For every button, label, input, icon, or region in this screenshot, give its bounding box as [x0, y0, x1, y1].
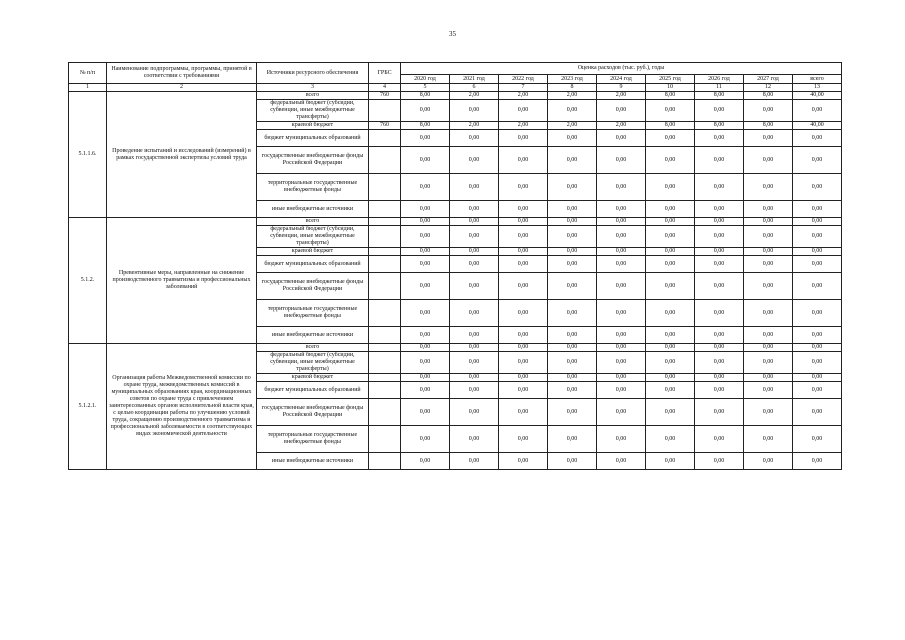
year-value: 0,00: [548, 218, 597, 226]
funding-source: федеральный бюджет (субсидии, субвенции, иные межбюджетные трансферты): [257, 352, 369, 374]
year-value: 0,00: [646, 147, 695, 174]
year-value: 0,00: [450, 256, 499, 273]
year-value: 0,00: [744, 344, 793, 352]
total-value: 40,00: [793, 122, 842, 130]
year-value: 0,00: [646, 218, 695, 226]
year-value: 0,00: [646, 426, 695, 453]
year-value: 0,00: [597, 300, 646, 327]
header-year: 2022 год: [499, 75, 548, 84]
year-value: 0,00: [450, 226, 499, 248]
year-value: 0,00: [401, 382, 450, 399]
year-value: 0,00: [597, 344, 646, 352]
year-value: 0,00: [450, 273, 499, 300]
year-value: 0,00: [401, 426, 450, 453]
column-number: 2: [107, 84, 257, 92]
year-value: 0,00: [646, 174, 695, 201]
year-value: 0,00: [548, 226, 597, 248]
year-value: 0,00: [401, 300, 450, 327]
funding-source: бюджет муниципальных образований: [257, 382, 369, 399]
year-value: 0,00: [450, 130, 499, 147]
year-value: 0,00: [450, 218, 499, 226]
year-value: 0,00: [499, 273, 548, 300]
funding-source: всего: [257, 92, 369, 100]
year-value: 0,00: [450, 300, 499, 327]
item-name: Организация работы Межведомственной комиссии по охране труда, межведомственных комиссий в муниципальных образованиях края, координационных советов по охране труда с привлечением заинтересованных органов исполнительной власти края, с целью координации работы по улучшению условий труда, сокращению производственного травматизма и профессиональной заболеваемости в соответствующих видах экономической деятельности: [107, 344, 257, 470]
year-value: 0,00: [646, 352, 695, 374]
column-number: 11: [695, 84, 744, 92]
year-value: 0,00: [548, 300, 597, 327]
year-value: 0,00: [450, 382, 499, 399]
grbs-code: [369, 344, 401, 352]
year-value: 0,00: [401, 174, 450, 201]
year-value: 0,00: [695, 174, 744, 201]
total-value: 0,00: [793, 174, 842, 201]
year-value: 0,00: [695, 426, 744, 453]
funding-source: иные внебюджетные источники: [257, 453, 369, 470]
header-year: 2023 год: [548, 75, 597, 84]
year-value: 0,00: [597, 399, 646, 426]
year-value: 0,00: [499, 300, 548, 327]
column-number: 6: [450, 84, 499, 92]
grbs-code: [369, 201, 401, 218]
year-value: 0,00: [450, 100, 499, 122]
year-value: 0,00: [499, 248, 548, 256]
grbs-code: [369, 426, 401, 453]
year-value: 0,00: [744, 300, 793, 327]
year-value: 0,00: [597, 352, 646, 374]
total-value: 40,00: [793, 92, 842, 100]
year-value: 0,00: [646, 226, 695, 248]
year-value: 0,00: [597, 453, 646, 470]
year-value: 0,00: [695, 344, 744, 352]
year-value: 0,00: [450, 374, 499, 382]
total-value: 0,00: [793, 100, 842, 122]
year-value: 0,00: [401, 147, 450, 174]
year-value: 0,00: [744, 147, 793, 174]
total-value: 0,00: [793, 201, 842, 218]
year-value: 0,00: [597, 273, 646, 300]
total-value: 0,00: [793, 300, 842, 327]
year-value: 2,00: [450, 122, 499, 130]
year-value: 0,00: [401, 273, 450, 300]
grbs-code: [369, 100, 401, 122]
total-value: 0,00: [793, 352, 842, 374]
year-value: 0,00: [499, 374, 548, 382]
header-year: 2021 год: [450, 75, 499, 84]
year-value: 0,00: [597, 100, 646, 122]
header-col-grbs: ГРБС: [369, 63, 401, 84]
grbs-code: [369, 327, 401, 344]
year-value: 8,00: [695, 122, 744, 130]
year-value: 0,00: [401, 201, 450, 218]
year-value: 0,00: [744, 201, 793, 218]
year-value: 0,00: [450, 399, 499, 426]
year-value: 0,00: [548, 174, 597, 201]
header-col-estimate: Оценка расходов (тыс. руб.), годы: [401, 63, 842, 75]
grbs-code: [369, 399, 401, 426]
year-value: 0,00: [646, 100, 695, 122]
year-value: 0,00: [499, 344, 548, 352]
header-year: 2027 год: [744, 75, 793, 84]
header-year: всего: [793, 75, 842, 84]
year-value: 0,00: [450, 248, 499, 256]
column-number: 13: [793, 84, 842, 92]
column-number: 4: [369, 84, 401, 92]
grbs-code: [369, 130, 401, 147]
year-value: 0,00: [646, 374, 695, 382]
total-value: 0,00: [793, 256, 842, 273]
year-value: 0,00: [450, 344, 499, 352]
funding-source: территориальные государственные внебюджетные фонды: [257, 174, 369, 201]
item-name: Проведение испытаний и исследований (измерений) в рамках государственной экспертизы условий труда: [107, 92, 257, 218]
total-value: 0,00: [793, 382, 842, 399]
grbs-code: [369, 248, 401, 256]
year-value: 0,00: [450, 426, 499, 453]
year-value: 0,00: [499, 453, 548, 470]
year-value: 2,00: [548, 92, 597, 100]
item-name: Превентивные меры, направленные на снижение производственного травматизма и профессиональных заболеваний: [107, 218, 257, 344]
year-value: 0,00: [744, 226, 793, 248]
year-value: 0,00: [744, 374, 793, 382]
total-value: 0,00: [793, 273, 842, 300]
year-value: 8,00: [401, 122, 450, 130]
year-value: 0,00: [597, 174, 646, 201]
year-value: 0,00: [450, 201, 499, 218]
funding-source: всего: [257, 218, 369, 226]
year-value: 0,00: [744, 130, 793, 147]
year-value: 0,00: [744, 426, 793, 453]
year-value: 0,00: [548, 248, 597, 256]
year-value: 0,00: [597, 248, 646, 256]
year-value: 0,00: [401, 226, 450, 248]
total-value: 0,00: [793, 426, 842, 453]
year-value: 0,00: [597, 382, 646, 399]
year-value: 8,00: [401, 92, 450, 100]
header-year: 2026 год: [695, 75, 744, 84]
year-value: 0,00: [695, 201, 744, 218]
column-number: 1: [69, 84, 107, 92]
year-value: 0,00: [744, 327, 793, 344]
year-value: 0,00: [695, 147, 744, 174]
year-value: 0,00: [499, 256, 548, 273]
year-value: 0,00: [646, 130, 695, 147]
year-value: 0,00: [548, 426, 597, 453]
header-year: 2024 год: [597, 75, 646, 84]
year-value: 0,00: [450, 327, 499, 344]
year-value: 0,00: [499, 399, 548, 426]
year-value: 0,00: [548, 100, 597, 122]
year-value: 0,00: [597, 426, 646, 453]
year-value: 2,00: [499, 122, 548, 130]
funding-source: краевой бюджет: [257, 374, 369, 382]
grbs-code: [369, 300, 401, 327]
year-value: 0,00: [450, 453, 499, 470]
total-value: 0,00: [793, 344, 842, 352]
header-year: 2025 год: [646, 75, 695, 84]
grbs-code: [369, 218, 401, 226]
year-value: 0,00: [499, 201, 548, 218]
funding-source: территориальные государственные внебюджетные фонды: [257, 426, 369, 453]
year-value: 0,00: [744, 218, 793, 226]
year-value: 0,00: [646, 399, 695, 426]
year-value: 8,00: [695, 92, 744, 100]
year-value: 0,00: [695, 248, 744, 256]
year-value: 0,00: [646, 453, 695, 470]
year-value: 0,00: [499, 130, 548, 147]
year-value: 0,00: [695, 226, 744, 248]
table-body: [69, 92, 842, 470]
year-value: 0,00: [695, 327, 744, 344]
total-value: 0,00: [793, 399, 842, 426]
year-value: 0,00: [548, 256, 597, 273]
year-value: 0,00: [401, 130, 450, 147]
year-value: 0,00: [646, 248, 695, 256]
year-value: 0,00: [597, 256, 646, 273]
year-value: 8,00: [744, 92, 793, 100]
column-number: 12: [744, 84, 793, 92]
item-code: 5.1.2.1.: [69, 344, 107, 470]
total-value: 0,00: [793, 374, 842, 382]
year-value: 0,00: [499, 174, 548, 201]
year-value: 0,00: [499, 426, 548, 453]
total-value: 0,00: [793, 248, 842, 256]
grbs-code: [369, 256, 401, 273]
year-value: 0,00: [744, 256, 793, 273]
year-value: 0,00: [646, 273, 695, 300]
year-value: 0,00: [499, 352, 548, 374]
year-value: 8,00: [744, 122, 793, 130]
table-row: [69, 344, 842, 352]
year-value: 0,00: [597, 147, 646, 174]
year-value: 0,00: [597, 218, 646, 226]
year-value: 0,00: [695, 352, 744, 374]
table-header: [69, 63, 842, 92]
year-value: 0,00: [548, 374, 597, 382]
year-value: 0,00: [695, 374, 744, 382]
column-number: 3: [257, 84, 369, 92]
year-value: 0,00: [744, 382, 793, 399]
year-value: 0,00: [499, 327, 548, 344]
header-column-numbers-row: [69, 84, 842, 92]
grbs-code: [369, 147, 401, 174]
total-value: 0,00: [793, 453, 842, 470]
funding-source: краевой бюджет: [257, 248, 369, 256]
total-value: 0,00: [793, 130, 842, 147]
year-value: 0,00: [548, 273, 597, 300]
year-value: 0,00: [548, 327, 597, 344]
year-value: 0,00: [499, 100, 548, 122]
year-value: 0,00: [401, 100, 450, 122]
grbs-code: [369, 374, 401, 382]
grbs-code: [369, 174, 401, 201]
year-value: 0,00: [695, 453, 744, 470]
year-value: 0,00: [695, 100, 744, 122]
year-value: 0,00: [597, 226, 646, 248]
grbs-code: [369, 226, 401, 248]
year-value: 0,00: [597, 201, 646, 218]
year-value: 0,00: [744, 352, 793, 374]
year-value: 2,00: [548, 122, 597, 130]
year-value: 0,00: [548, 147, 597, 174]
funding-source: бюджет муниципальных образований: [257, 130, 369, 147]
year-value: 0,00: [744, 100, 793, 122]
header-col-num: № п/п: [69, 63, 107, 84]
funding-source: государственные внебюджетные фонды Российской Федерации: [257, 273, 369, 300]
year-value: 0,00: [695, 399, 744, 426]
year-value: 0,00: [499, 218, 548, 226]
header-col-source: Источники ресурсного обеспечения: [257, 63, 369, 84]
column-number: 8: [548, 84, 597, 92]
header-col-name: Наименование подпрограммы, программы, принятой в соответствии с требованиями: [107, 63, 257, 84]
year-value: 0,00: [597, 374, 646, 382]
year-value: 0,00: [450, 147, 499, 174]
year-value: 0,00: [646, 382, 695, 399]
year-value: 0,00: [646, 327, 695, 344]
year-value: 0,00: [401, 344, 450, 352]
column-number: 9: [597, 84, 646, 92]
funding-source: территориальные государственные внебюджетные фонды: [257, 300, 369, 327]
column-number: 10: [646, 84, 695, 92]
year-value: 2,00: [450, 92, 499, 100]
year-value: 0,00: [499, 382, 548, 399]
year-value: 0,00: [597, 327, 646, 344]
funding-source: федеральный бюджет (субсидии, субвенции, иные межбюджетные трансферты): [257, 226, 369, 248]
item-code: 5.1.2.: [69, 218, 107, 344]
year-value: 2,00: [597, 122, 646, 130]
column-number: 7: [499, 84, 548, 92]
funding-source: государственные внебюджетные фонды Российской Федерации: [257, 147, 369, 174]
item-code: 5.1.1.6.: [69, 92, 107, 218]
year-value: 0,00: [548, 201, 597, 218]
year-value: 0,00: [695, 300, 744, 327]
funding-source: иные внебюджетные источники: [257, 327, 369, 344]
year-value: 0,00: [401, 374, 450, 382]
year-value: 0,00: [548, 130, 597, 147]
year-value: 0,00: [401, 453, 450, 470]
funding-source: федеральный бюджет (субсидии, субвенции, иные межбюджетные трансферты): [257, 100, 369, 122]
total-value: 0,00: [793, 218, 842, 226]
grbs-code: 760: [369, 122, 401, 130]
year-value: 0,00: [646, 201, 695, 218]
year-value: 0,00: [548, 352, 597, 374]
total-value: 0,00: [793, 226, 842, 248]
year-value: 0,00: [450, 174, 499, 201]
table-row: [69, 92, 842, 100]
funding-source: всего: [257, 344, 369, 352]
year-value: 2,00: [597, 92, 646, 100]
grbs-code: [369, 273, 401, 300]
year-value: 0,00: [401, 218, 450, 226]
grbs-code: [369, 352, 401, 374]
funding-source: иные внебюджетные источники: [257, 201, 369, 218]
year-value: 0,00: [646, 344, 695, 352]
year-value: 0,00: [695, 256, 744, 273]
year-value: 0,00: [744, 399, 793, 426]
funding-source: бюджет муниципальных образований: [257, 256, 369, 273]
year-value: 0,00: [548, 399, 597, 426]
year-value: 0,00: [401, 352, 450, 374]
year-value: 8,00: [646, 122, 695, 130]
grbs-code: [369, 382, 401, 399]
year-value: 0,00: [646, 300, 695, 327]
year-value: 0,00: [401, 256, 450, 273]
grbs-code: 760: [369, 92, 401, 100]
year-value: 0,00: [548, 344, 597, 352]
year-value: 0,00: [548, 453, 597, 470]
total-value: 0,00: [793, 327, 842, 344]
grbs-code: [369, 453, 401, 470]
funding-source: государственные внебюджетные фонды Российской Федерации: [257, 399, 369, 426]
year-value: 0,00: [695, 382, 744, 399]
year-value: 0,00: [695, 130, 744, 147]
year-value: 0,00: [744, 273, 793, 300]
year-value: 8,00: [646, 92, 695, 100]
year-value: 2,00: [499, 92, 548, 100]
year-value: 0,00: [695, 273, 744, 300]
year-value: 0,00: [401, 399, 450, 426]
year-value: 0,00: [744, 174, 793, 201]
year-value: 0,00: [744, 248, 793, 256]
year-value: 0,00: [548, 382, 597, 399]
year-value: 0,00: [695, 218, 744, 226]
year-value: 0,00: [401, 327, 450, 344]
funding-source: краевой бюджет: [257, 122, 369, 130]
year-value: 0,00: [401, 248, 450, 256]
header-year: 2020 год: [401, 75, 450, 84]
year-value: 0,00: [499, 147, 548, 174]
total-value: 0,00: [793, 147, 842, 174]
year-value: 0,00: [744, 453, 793, 470]
year-value: 0,00: [450, 352, 499, 374]
year-value: 0,00: [646, 256, 695, 273]
column-number: 5: [401, 84, 450, 92]
year-value: 0,00: [499, 226, 548, 248]
year-value: 0,00: [597, 130, 646, 147]
budget-table: [68, 62, 842, 470]
table-row: [69, 218, 842, 226]
page-number: 35: [449, 30, 456, 38]
